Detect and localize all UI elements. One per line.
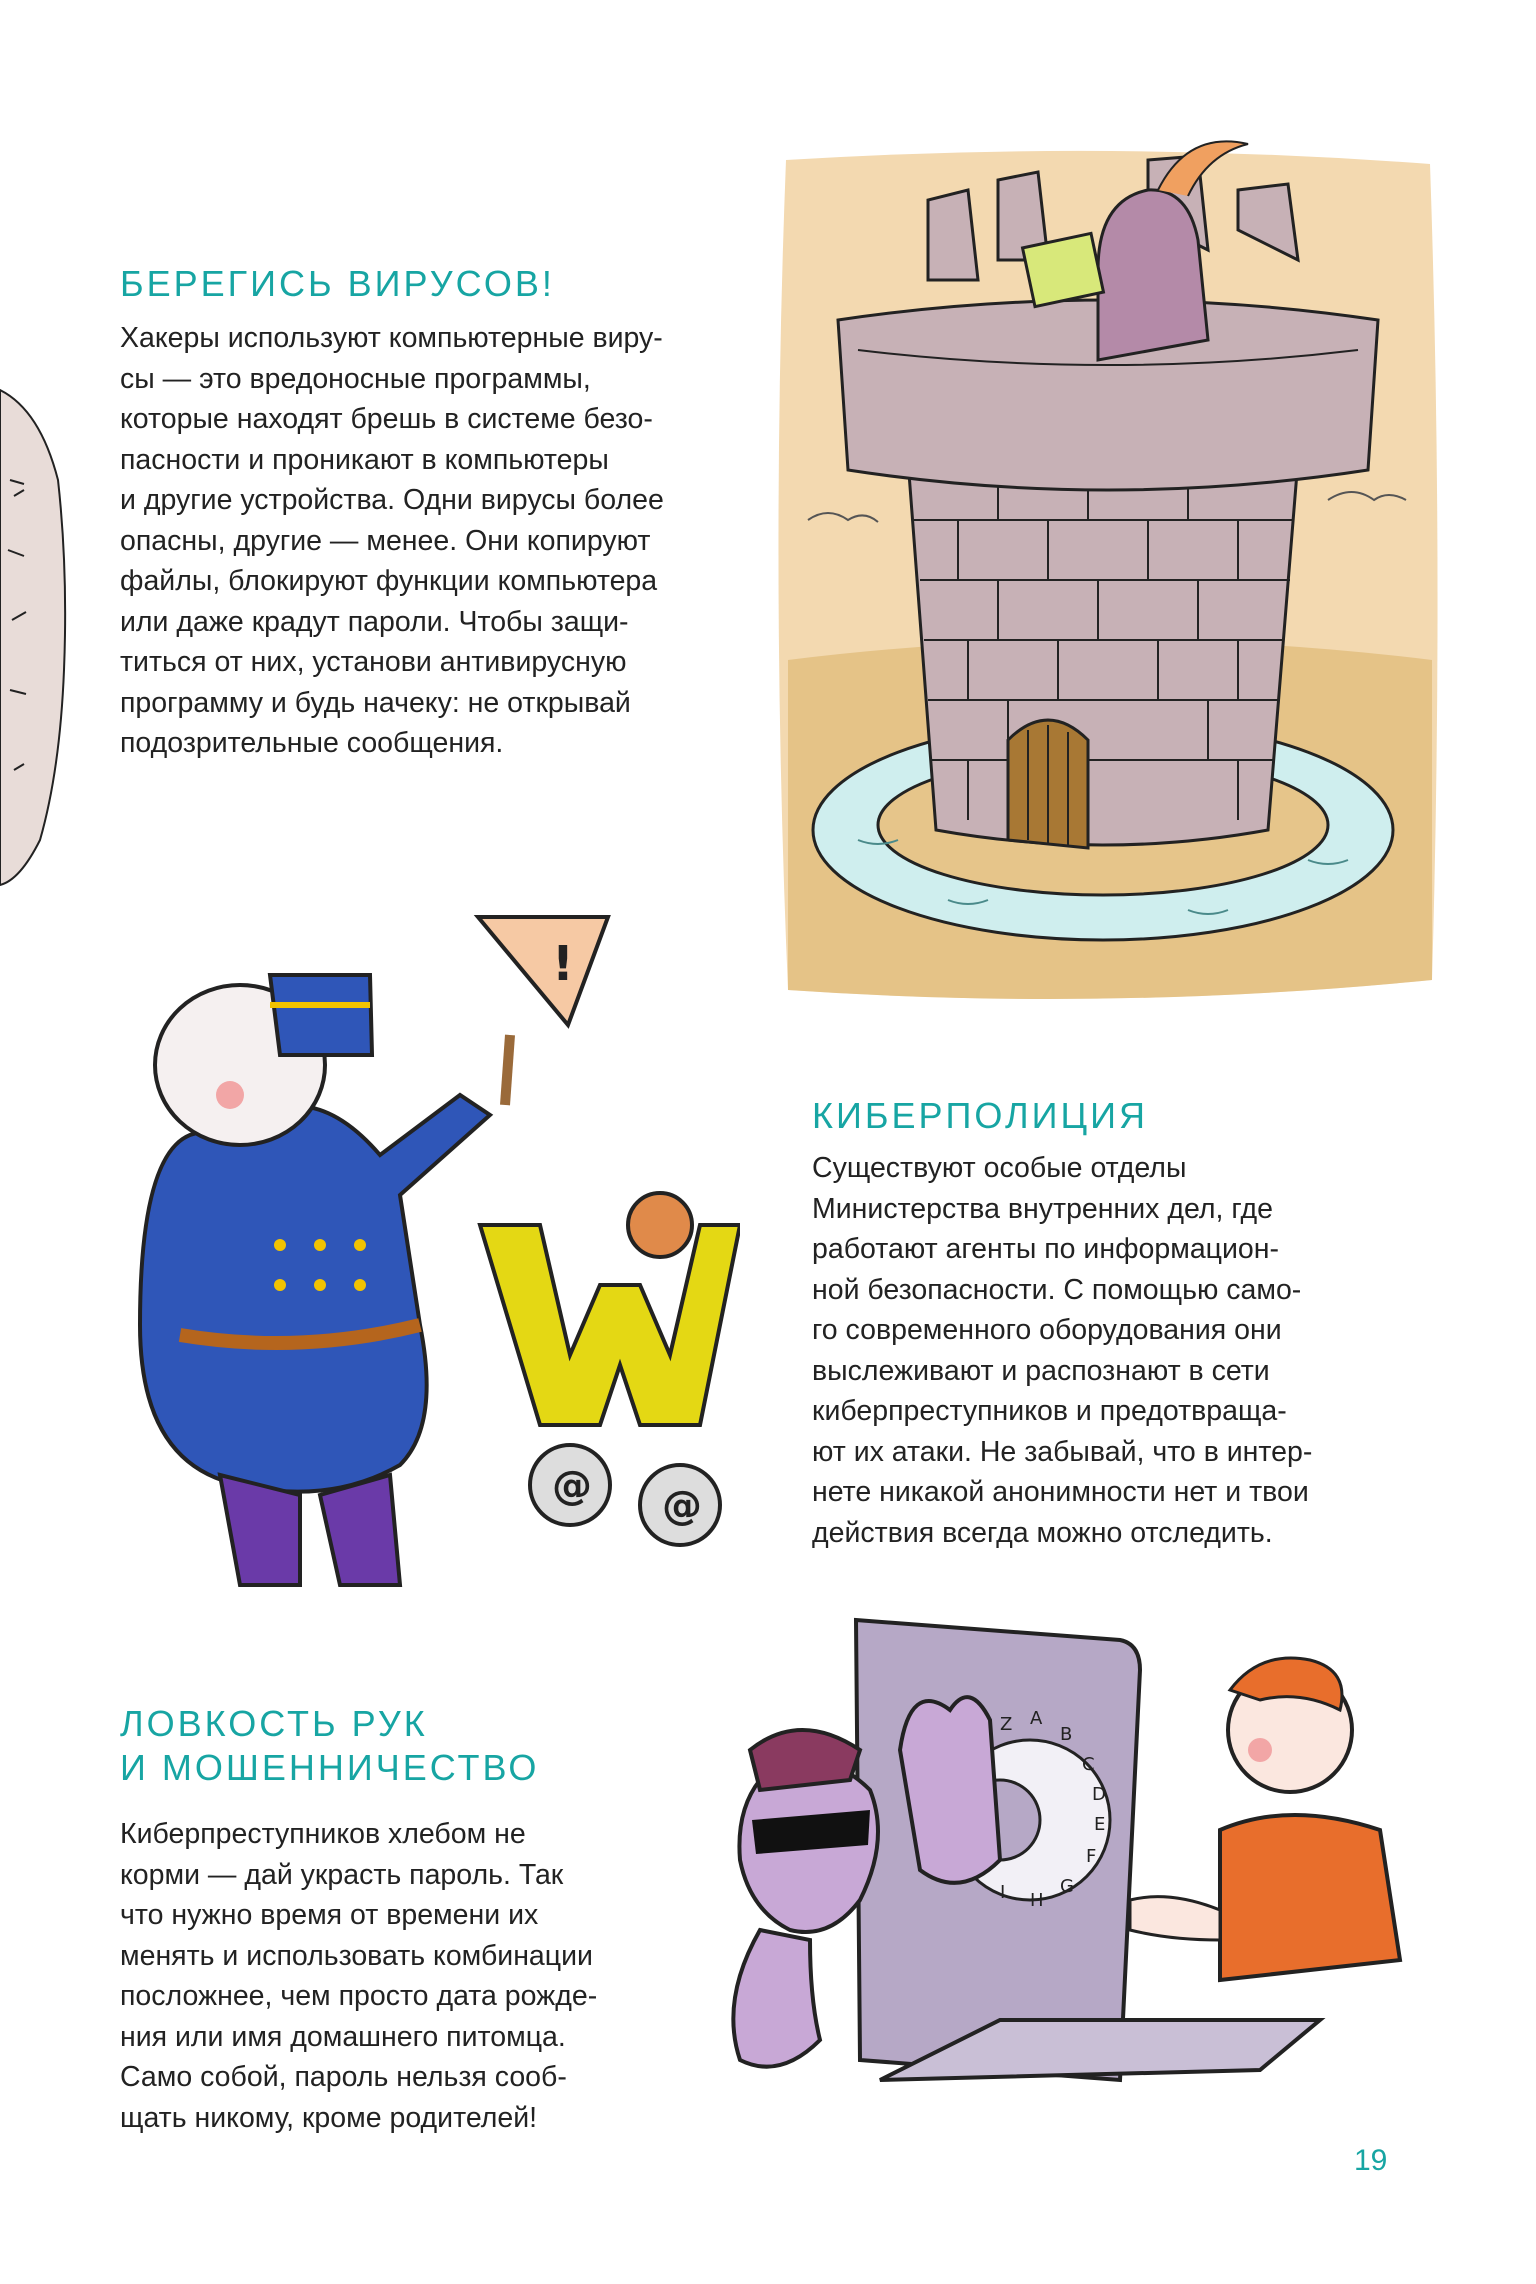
section-title-cyberpolice: КИБЕРПОЛИЦИЯ — [812, 1095, 1148, 1136]
tower-illustration — [768, 140, 1448, 1010]
svg-text:Z: Z — [1000, 1714, 1013, 1735]
section-title-fraud — [120, 1702, 539, 1790]
section-body-cyberpolice: Существуют особые отделы Министерства внутренних дел, где работают агенты по информацион- ной безопасности. С помощью само- го современного оборудования они выслеживают и распознают в сети киберпреступников и предотвраща- ют их атаки. Не забывай, что в интер- нете никакой анонимности нет и твои действия всегда можно отследить. — [812, 1152, 1313, 1549]
svg-text:F: F — [1086, 1846, 1097, 1867]
svg-text:E: E — [1094, 1814, 1106, 1835]
svg-text:I: I — [1000, 1882, 1006, 1903]
section-title-viruses: БЕРЕГИСЬ ВИРУСОВ! — [120, 263, 555, 304]
page-number: 19 — [1354, 2144, 1388, 2177]
svg-text:B: B — [1060, 1724, 1073, 1745]
svg-text:A: A — [1030, 1708, 1043, 1729]
svg-text:H: H — [1030, 1890, 1044, 1911]
svg-text:C: C — [1082, 1754, 1095, 1775]
left-edge-illustration — [0, 370, 70, 890]
wheel-at-left: @ — [552, 1463, 592, 1509]
section-body-fraud: Киберпреступников хлебом не корми — дай украсть пароль. Так что нужно время от времени их менять и использовать комбинации посложнее, чем просто дата рожде- ния или имя домашнего питомца. Само собой, пароль нельзя сооб- щать никому, кроме родителей! — [120, 1818, 598, 2134]
warning-mark: ! — [552, 936, 574, 992]
wheel-at-right: @ — [662, 1483, 702, 1529]
cyberpolice-illustration — [100, 905, 740, 1605]
svg-text:G: G — [1060, 1876, 1074, 1897]
svg-text:D: D — [1092, 1784, 1106, 1805]
section-title-fraud-line2: И МОШЕННИЧЕСТВО — [120, 1747, 540, 1788]
section-body-viruses: Хакеры используют компьютерные виру- сы — это вредоносные программы, которые находят брешь в системе безо- пасности и проникают в компьютеры и другие устройства. Одни вирусы более опасны, другие — менее. Они копируют файлы, блокируют функции компьютера или даже крадут пароли. Чтобы защи- титься от них, установи антивирусную программу и будь начеку: не открывай подозрительные сообщения. — [120, 322, 664, 759]
section-title-fraud-line1: ЛОВКОСТЬ РУК — [120, 1703, 428, 1744]
w-cart — [480, 1193, 740, 1545]
password-thief-illustration — [700, 1600, 1420, 2120]
